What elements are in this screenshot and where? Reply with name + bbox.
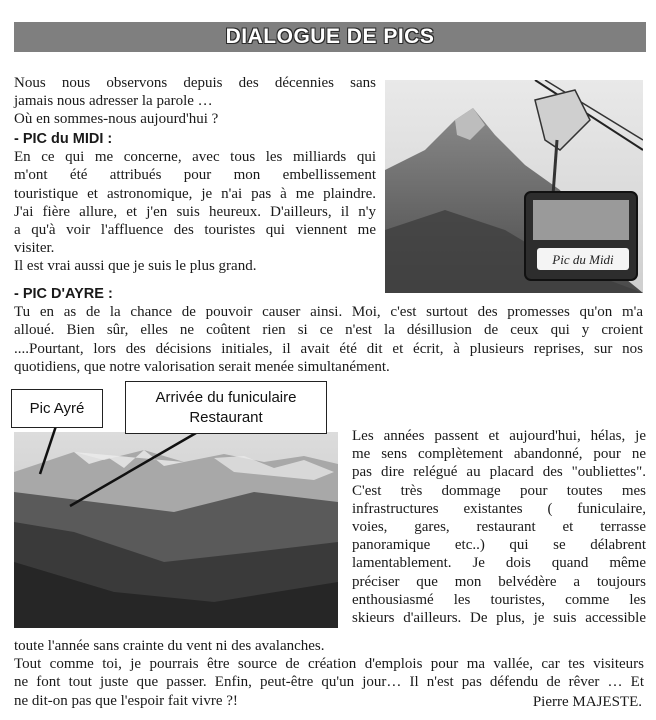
- right-column-line: voies, gares, restaurant et terrasse: [352, 519, 646, 536]
- pic-midi-line: J'ai fière allure, et j'en suis heureux. D'ailleurs, il n'y: [14, 203, 376, 220]
- right-column-paragraph: [352, 427, 646, 627]
- closing-line: Tout comme toi, je pourrais être source de création d'emplois pour ma vallée, car tes visiteurs: [14, 656, 644, 673]
- pic-midi-line: touristique et astronomique, je n'ai pas à me plaindre.: [14, 185, 376, 202]
- intro-line: Où en sommes-nous aujourd'hui ?: [14, 111, 219, 128]
- callout-arrivee-line: Restaurant: [189, 408, 263, 426]
- pic-ayre-line: alloué. Bien sûr, elles ne coûtent rien si ce n'est la désillusion de ceux qui y croient: [14, 322, 643, 339]
- pic-midi-line: a qu'à voir l'affluence des touristes qui viennent me: [14, 222, 376, 239]
- right-column-line: préciser que mon belvédère a toujours: [352, 573, 646, 590]
- closing-line: ne dit-on pas que l'espoir fait vivre ?!: [14, 692, 238, 709]
- right-column-line: lamentablement. Je dois quand même: [352, 555, 646, 572]
- callout-pic-ayre-label: Pic Ayré: [29, 400, 85, 417]
- pic-ayre-line: quotidiens, que notre valorisation serait menée simultanément.: [14, 358, 390, 375]
- callout-arrivee: [125, 381, 327, 434]
- right-column-line: Les années passent et aujourd'hui, hélas, je: [352, 428, 646, 444]
- right-column-line: C'est très dommage pour toutes mes: [352, 482, 646, 499]
- pic-midi-line: visiter.: [14, 240, 55, 257]
- pic-midi-line: m'ont été attribués pour mon embellissement: [14, 167, 376, 184]
- right-column-line: panoramique etc..) qui se délabrent: [352, 537, 646, 554]
- right-column-line: pas dire relégué au placard des "oubliettes".: [352, 464, 646, 481]
- pic-midi-heading: - PIC du MIDI :: [14, 131, 113, 147]
- right-column-line: me sens complètement abandonné, pour ne: [352, 446, 646, 463]
- right-column-line: skieurs d'ailleurs. De plus, je suis accessible: [352, 610, 646, 627]
- closing-line: toute l'année sans crainte du vent ni des avalanches.: [14, 638, 325, 654]
- right-column-line: enthousiasmé les touristes, comme les: [352, 591, 646, 608]
- pic-ayre-line: Tu en as de la chance de pouvoir causer ainsi. Moi, c'est surtout des promesses qu'on m'a: [14, 304, 643, 321]
- pic-ayre-line: ....Pourtant, lors des décisions initiales, il avait été dit et écrit, à plusieurs reprises, sur nos: [14, 340, 643, 357]
- intro-line: jamais nous adresser la parole …: [14, 93, 213, 110]
- callout-pic-ayre: [11, 389, 103, 428]
- page-title: DIALOGUE DE PICS: [225, 25, 435, 48]
- callout-arrivee-line: Arrivée du funiculaire: [155, 388, 297, 406]
- pic-ayre-heading: - PIC D'AYRE :: [14, 286, 113, 302]
- pic-midi-line: Il est vrai aussi que je suis le plus grand.: [14, 258, 257, 275]
- cable-car-sign: Pic du Midi: [552, 252, 614, 267]
- right-column-line: infrastructures existantes ( funiculaire,: [352, 500, 646, 517]
- intro-line: Nous nous observons depuis des décennies sans: [14, 75, 376, 91]
- closing-line: ne font tout juste que passer. Enfin, peut-être qu'un jour… Il n'est pas défendu de rêver … Et: [14, 674, 644, 691]
- author-signature: Pierre MAJESTE.: [532, 694, 642, 710]
- pic-midi-line: En ce qui me concerne, avec tous les milliards qui: [14, 149, 376, 166]
